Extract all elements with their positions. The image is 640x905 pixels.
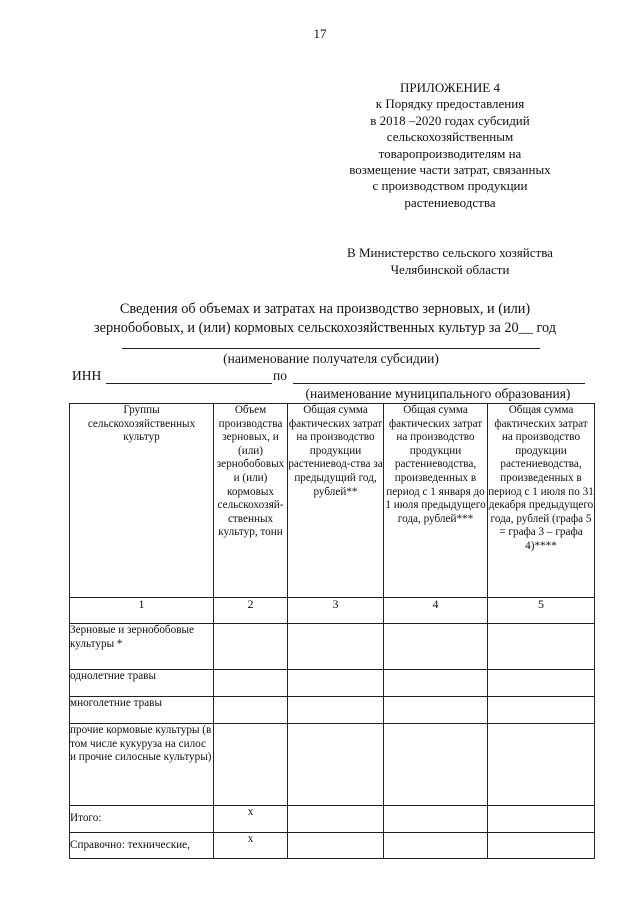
table-cell[interactable] [488,697,595,724]
row-label: Справочно: технические, [70,833,214,859]
row-label: однолетние травы [70,670,214,697]
municipality-caption: (наименование муниципального образования) [305,386,571,401]
table-cell[interactable] [384,670,488,697]
column-number: 3 [288,598,384,624]
column-header: Объем производства зерновых, и (или) зернобобовых и (или) кормовых сельскохозяй-ственных культур, тонн [214,404,288,598]
column-number: 5 [488,598,595,624]
addressee-line: Челябинской области [390,262,510,277]
table-cell[interactable] [288,724,384,806]
table-cell[interactable] [488,724,595,806]
column-number: 4 [384,598,488,624]
table-row [70,624,595,670]
table-cell: х [214,806,288,833]
table-cell[interactable] [384,724,488,806]
table-cell[interactable] [214,624,288,670]
appendix-line: сельскохозяйственным [386,129,514,145]
addressee-block [320,244,580,278]
table-row [70,697,595,724]
addressee-line: В Министерство сельского хозяйства [347,245,553,260]
crop-costs-table [69,403,595,859]
appendix-line: в 2018 –2020 годах субсидий [370,112,530,128]
table-cell[interactable] [384,806,488,833]
recipient-caption: (наименование получателя субсидии) [223,351,439,366]
table-cell[interactable] [288,697,384,724]
table-row [70,670,595,697]
appendix-line: возмещение части затрат, связанных [349,162,551,178]
appendix-line: растениеводства [404,194,496,210]
column-number: 1 [70,598,214,624]
row-label: многолетние травы [70,697,214,724]
column-header: Общая сумма фактических затрат на производство продукции растениеводства, произведенных в период с 1 июля по 31 декабря предыдущего года, рублей (графа 5 = графа 3 – графа 4)**** [488,404,595,598]
table-row [70,724,595,806]
column-number-row [70,598,595,624]
title-line: Сведения об объемах и затратах на производство зерновых, и (или) [119,301,531,317]
table-cell[interactable] [384,624,488,670]
page-number: 17 [313,26,327,41]
column-header: Общая сумма фактических затрат на производство продукции растениеводства, произведенных в период с 1 января до 1 июля предыдущего года, рублей*** [384,404,488,598]
appendix-line: к Порядку предоставления [375,96,525,112]
table-cell[interactable] [214,670,288,697]
appendix-block [320,80,580,211]
municipality-field-line[interactable] [293,383,585,384]
table-cell[interactable] [384,833,488,859]
appendix-line: товаропроизводителям на [378,145,522,161]
inn-label: ИНН [72,368,102,383]
table-cell[interactable] [214,697,288,724]
column-number: 2 [214,598,288,624]
table-header-row [70,404,595,598]
table-cell[interactable] [488,624,595,670]
table-cell[interactable] [288,806,384,833]
table-cell: х [214,833,288,859]
appendix-title: ПРИЛОЖЕНИЕ 4 [400,80,500,95]
column-header: Группы сельскохозяйственных культур [70,404,214,598]
table-row [70,833,595,859]
inn-field-line[interactable] [106,383,272,384]
table-cell[interactable] [288,670,384,697]
table-cell[interactable] [488,833,595,859]
table-cell[interactable] [488,670,595,697]
recipient-name-line[interactable] [122,348,540,349]
title-line: зернобобовых, и (или) кормовых сельскохозяйственных культур за 20__ год [93,320,557,336]
table-cell[interactable] [384,697,488,724]
column-header: Общая сумма фактических затрат на производство продукции растениевод-ства за предыдущий год, рублей** [288,404,384,598]
table-cell[interactable] [214,724,288,806]
document-title [60,300,590,338]
table-row [70,806,595,833]
table-cell[interactable] [488,806,595,833]
row-label: Зерновые и зернобобовые культуры * [70,624,214,670]
row-label: Итого: [70,806,214,833]
appendix-line: с производством продукции [372,178,528,194]
row-label: прочие кормовые культуры (в том числе кукуруза на силос и прочие силосные культуры) [70,724,214,806]
table-cell[interactable] [288,624,384,670]
po-label: по [273,368,287,383]
table-cell[interactable] [288,833,384,859]
